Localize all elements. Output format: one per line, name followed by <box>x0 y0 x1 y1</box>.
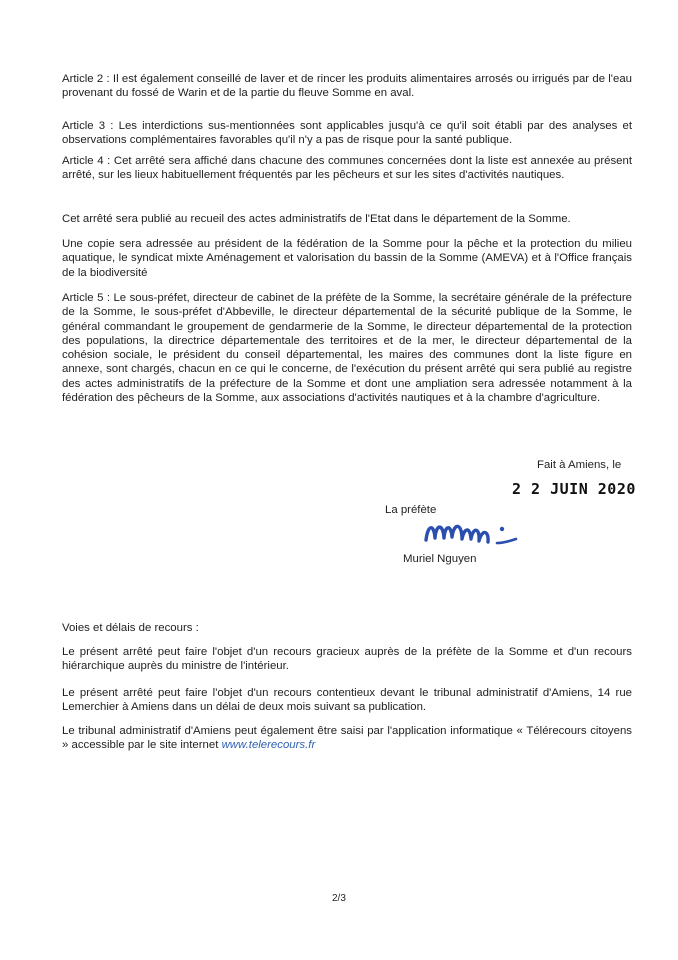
appeals-heading: Voies et délais de recours : <box>62 622 199 634</box>
place-line: Fait à Amiens, le <box>537 459 622 471</box>
article-3-paragraph: Article 3 : Les interdictions sus-mentionnées sont applicables jusqu'à ce qu'il soit établi par des analyses et observations complémentaires favorables qu'il n'y a pas de risque pour la santé publique. <box>62 120 632 147</box>
telerecours-link[interactable]: www.telerecours.fr <box>221 739 316 752</box>
handwritten-signature <box>418 510 538 552</box>
signatory-role: La préfète <box>385 504 437 516</box>
appeal-litigation-paragraph: Le présent arrêté peut faire l'objet d'un recours contentieux devant le tribunal administratif d'Amiens, 14 rue Lemerchier à Amiens dans un délai de deux mois suivant sa publication. <box>62 687 632 714</box>
telerecours-text: Le tribunal administratif d'Amiens peut également être saisi par l'application informatique « Télérecours citoyens » accessible par le site internet <box>62 725 632 752</box>
page-number: 2/3 <box>332 893 346 904</box>
publication-paragraph: Cet arrêté sera publié au recueil des actes administratifs de l'Etat dans le département de la Somme. <box>62 213 571 225</box>
article-5-paragraph: Article 5 : Le sous-préfet, directeur de cabinet de la préfète de la Somme, la secrétaire générale de la préfecture de la Somme, le sous-préfet d'Abbeville, le directeur départemental de la sécurité publique de la Somme, le général commandant le groupement de gendarmerie de la Somme, le directeur départemental de la protection des populations, la directrice départementale des territoires et de la mer, le directeur départemental de la cohésion sociale, le président du conseil départemental, les maires des communes dont la liste figure en annexe, sont chargés, chacun en ce qui le concerne, de l'exécution du présent arrêté qui sera publié au registre des actes administratifs de la préfecture de la Somme et dont une ampliation sera adressée notamment à la fédération des pêcheurs de la Somme, aux associations d'activités nautiques et à la chambre d'agriculture. <box>62 292 632 405</box>
telerecours-paragraph <box>62 724 632 753</box>
article-2-paragraph: Article 2 : Il est également conseillé de laver et de rincer les produits alimentaires arrosés ou irrigués par de l'eau provenant du fossé de Warin et de la partie du fleuve Somme en aval. <box>62 73 632 100</box>
article-4-paragraph: Article 4 : Cet arrêté sera affiché dans chacune des communes concernées dont la liste est annexée au présent arrêté, sur les lieux habituellement fréquentés par les pêcheurs et sur les sites d'activités nautiques. <box>62 155 632 182</box>
date-stamp: 2 2 JUIN 2020 <box>512 480 636 498</box>
signatory-name: Muriel Nguyen <box>403 553 477 565</box>
copy-paragraph: Une copie sera adressée au président de la fédération de la Somme pour la pêche et la protection du milieu aquatique, le syndicat mixte Aménagement et valorisation du bassin de la Somme (AMEVA) et à l'Office français de la biodiversité <box>62 238 632 279</box>
appeal-gracious-paragraph: Le présent arrêté peut faire l'objet d'un recours gracieux auprès de la préfète de la Somme et d'un recours hiérarchique auprès du ministre de l'intérieur. <box>62 646 632 673</box>
